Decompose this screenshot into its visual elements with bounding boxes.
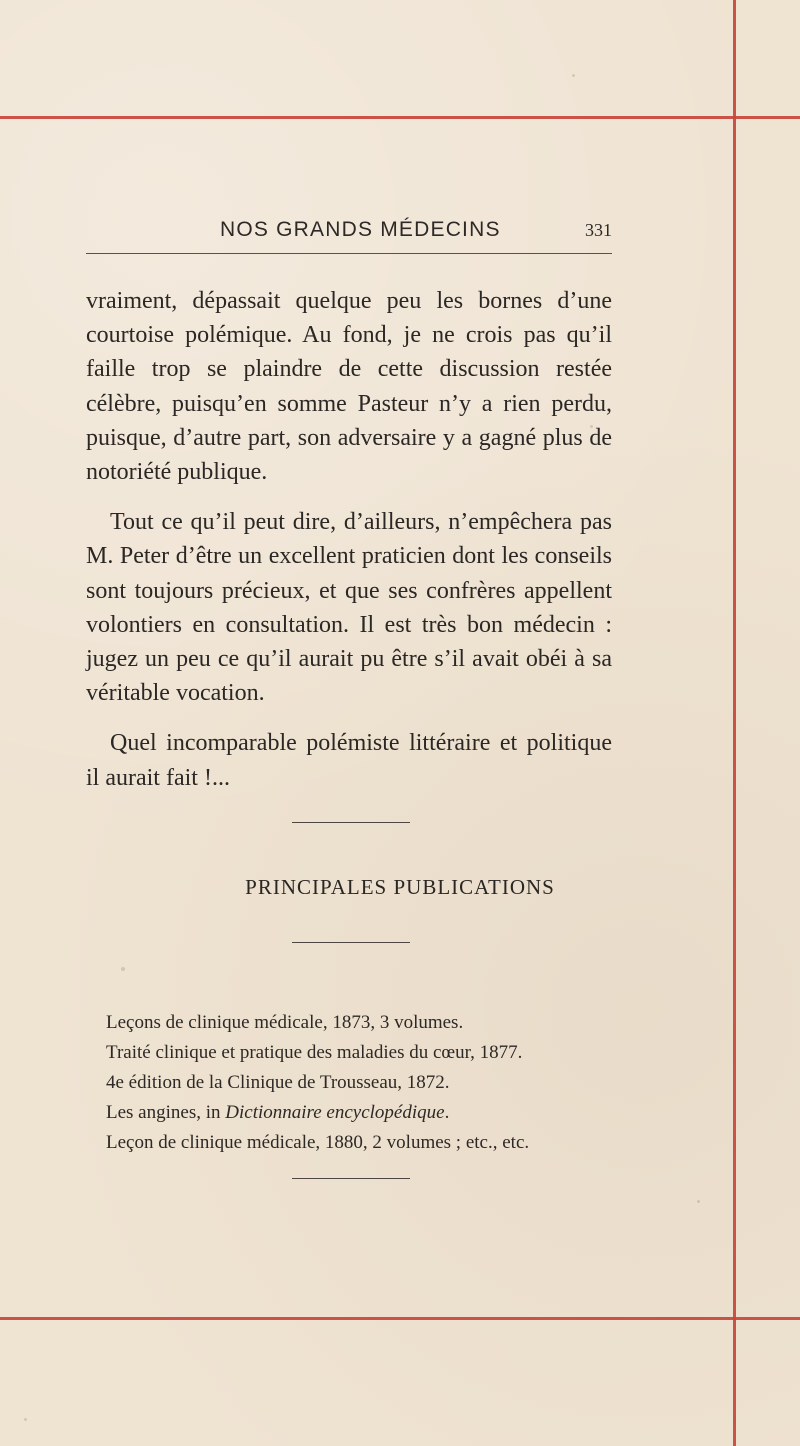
publication-prefix: Les angines, in bbox=[106, 1102, 226, 1123]
publications-list bbox=[106, 1008, 626, 1158]
section-rule-bottom bbox=[292, 942, 410, 943]
section-title: PRINCIPALES PUBLICATIONS bbox=[245, 875, 555, 899]
paper-speck bbox=[697, 1200, 700, 1203]
paper-speck bbox=[24, 1418, 27, 1421]
closing-rule bbox=[292, 1178, 410, 1179]
main-text bbox=[86, 284, 612, 795]
top-red-rule bbox=[0, 116, 800, 119]
right-red-rule bbox=[733, 0, 736, 1446]
running-head: NOS GRANDS MÉDECINS bbox=[220, 218, 501, 241]
publication-suffix: . bbox=[444, 1102, 450, 1123]
page-header bbox=[86, 214, 612, 254]
publication-item bbox=[106, 1098, 626, 1128]
publication-text: Leçon de clinique médicale, 1880, 2 volumes ; etc., etc. bbox=[106, 1132, 530, 1153]
publication-item bbox=[106, 1038, 626, 1068]
publication-item bbox=[106, 1008, 626, 1038]
section-rule-top bbox=[292, 822, 410, 823]
publication-text: Leçons de clinique médicale, 1873, 3 volumes. bbox=[106, 1012, 464, 1033]
publication-item bbox=[106, 1128, 626, 1158]
paragraph: Tout ce qu’il peut dire, d’ailleurs, n’empêchera pas M. Peter d’être un excellent praticien dont les conseils sont toujours précieux, et que ses confrères appellent volontiers en consultation. Il est très bon médecin : jugez un peu ce qu’il aurait pu être s’il avait obéi à sa véritable vocation. bbox=[86, 509, 612, 707]
publication-item bbox=[106, 1068, 626, 1098]
publication-text: 4e édition de la Clinique de Trousseau, 1872. bbox=[106, 1072, 450, 1093]
paragraph: Quel incomparable polémiste littéraire et politique il aurait fait !... bbox=[86, 730, 612, 791]
publication-text: Traité clinique et pratique des maladies du cœur, 1877. bbox=[106, 1042, 523, 1063]
bottom-red-rule bbox=[0, 1317, 800, 1320]
paper-speck bbox=[121, 967, 125, 971]
paper-speck bbox=[572, 74, 575, 77]
page-number: 331 bbox=[585, 220, 612, 240]
publication-italic-title: Dictionnaire encyclopédique bbox=[225, 1102, 445, 1123]
header-rule bbox=[86, 253, 612, 254]
paragraph: vraiment, dépassait quelque peu les bornes d’une courtoise polémique. Au fond, je ne crois pas qu’il faille trop se plaindre de cette discussion restée célèbre, puisqu’en somme Pasteur n’y a rien perdu, puisque, d’autre part, son adversaire y a gagné plus de notoriété publique. bbox=[86, 288, 612, 486]
